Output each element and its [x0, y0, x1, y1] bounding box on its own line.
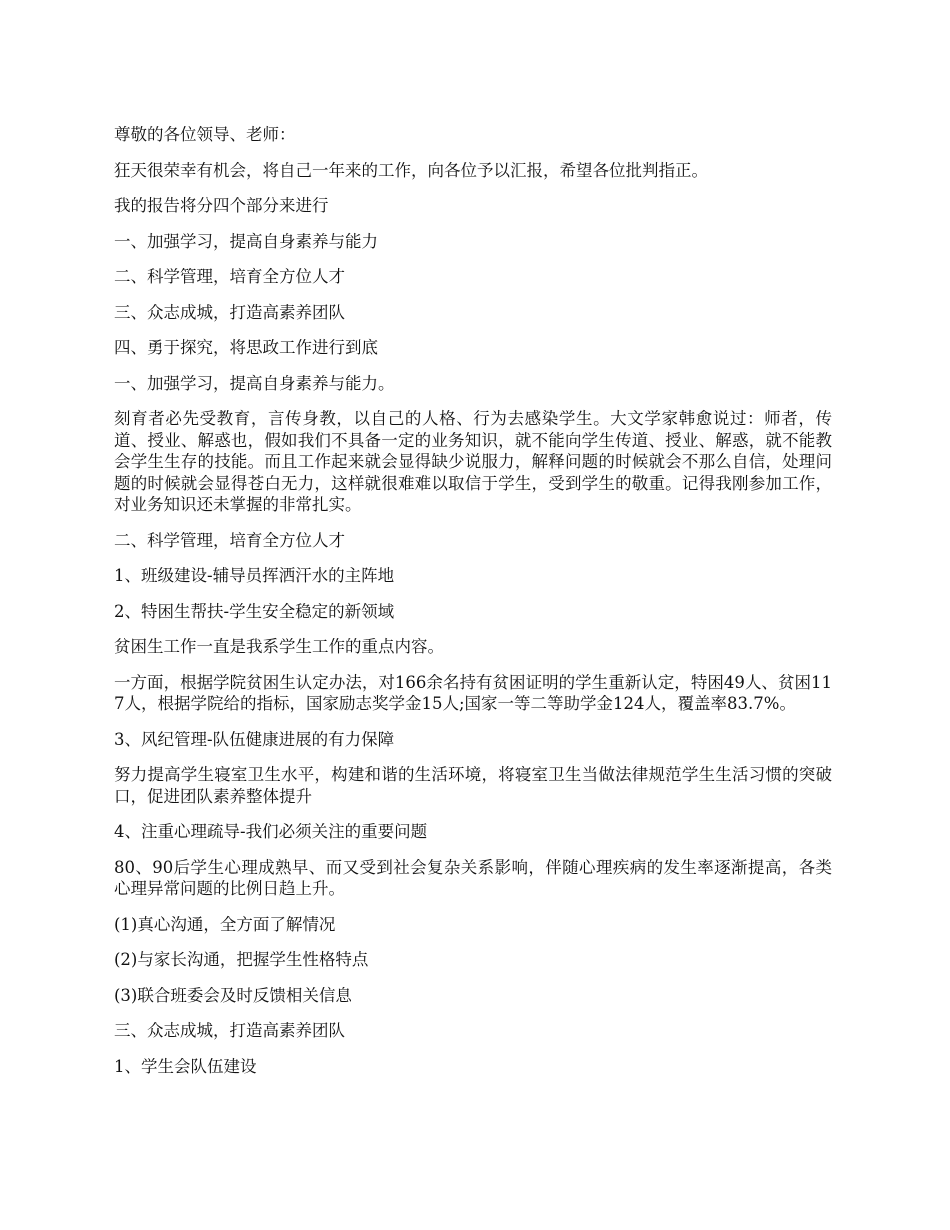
outline-item-4: 四、勇于探究，将思政工作进行到底: [114, 338, 378, 357]
subsection-2-4-body: 80、90后学生心理成熟早、而又受到社会复杂关系影响，伴随心理疾病的发生率逐渐提高，各类心理异常问题的比例日趋上升。: [114, 857, 832, 898]
outline-item-2: 二、科学管理，培育全方位人才: [114, 267, 345, 286]
subsection-2-2-stats: 一方面，根据学院贫困生认定办法，对166余名持有贫困证明的学生重新认定，特困49人、贫困117人，根据学院给的指标，国家励志奖学金15人;国家一等二等助学金124人，覆盖率83.7%。: [114, 672, 832, 713]
report-outline-intro: 我的报告将分四个部分来进行: [114, 196, 329, 215]
measure-item-3: (3)联合班委会及时反馈相关信息: [114, 985, 352, 1005]
subsection-2-3: 3、风纪管理-队伍健康进展的有力保障: [114, 729, 395, 749]
subsection-3-1: 1、学生会队伍建设: [114, 1056, 257, 1076]
subsection-2-2-body: 贫困生工作一直是我系学生工作的重点内容。: [114, 637, 444, 656]
measure-item-1: (1)真心沟通，全方面了解情况: [114, 914, 336, 934]
subsection-2-2: 2、特困生帮扶-学生安全稳定的新领域: [114, 601, 395, 621]
document-page: [114, 124, 832, 1091]
outline-item-3: 三、众志成城，打造高素养团队: [114, 302, 345, 322]
section-heading-1: 一、加强学习，提高自身素养与能力。: [114, 373, 395, 393]
subsection-2-1: 1、班级建设-辅导员挥洒汗水的主阵地: [114, 566, 395, 585]
section-heading-3: 三、众志成城，打造高素养团队: [114, 1021, 345, 1040]
subsection-2-3-body: 努力提高学生寝室卫生水平，构建和谐的生活环境，将寝室卫生当做法律规范学生生活习惯的突破口，促进团队素养整体提升: [114, 765, 832, 806]
subsection-2-4: 4、注重心理疏导-我们必须关注的重要问题: [114, 822, 428, 841]
outline-item-1: 一、加强学习，提高自身素养与能力: [114, 231, 378, 251]
intro-paragraph: 狂天很荣幸有机会，将自己一年来的工作，向各位予以汇报，希望各位批判指正。: [114, 160, 708, 180]
measure-item-2: (2)与家长沟通，把握学生性格特点: [114, 950, 369, 969]
section-1-body: 刻育者必先受教育，言传身教，以自己的人格、行为去感染学生。大文学家韩愈说过：师者，传道、授业、解惑也，假如我们不具备一定的业务知识，就不能向学生传道、授业、解惑，就不能教会学生生存的技能。而且工作起来就会显得缺少说服力，解释问题的时候就会不那么自信，处理问题的时候就会显得苍白无力，这样就很难难以取信于学生，受到学生的敬重。记得我刚参加工作，对业务知识还未掌握的非常扎实。: [114, 409, 832, 514]
section-heading-2: 二、科学管理，培育全方位人才: [114, 530, 345, 550]
greeting: 尊敬的各位领导、老师：: [114, 125, 296, 144]
